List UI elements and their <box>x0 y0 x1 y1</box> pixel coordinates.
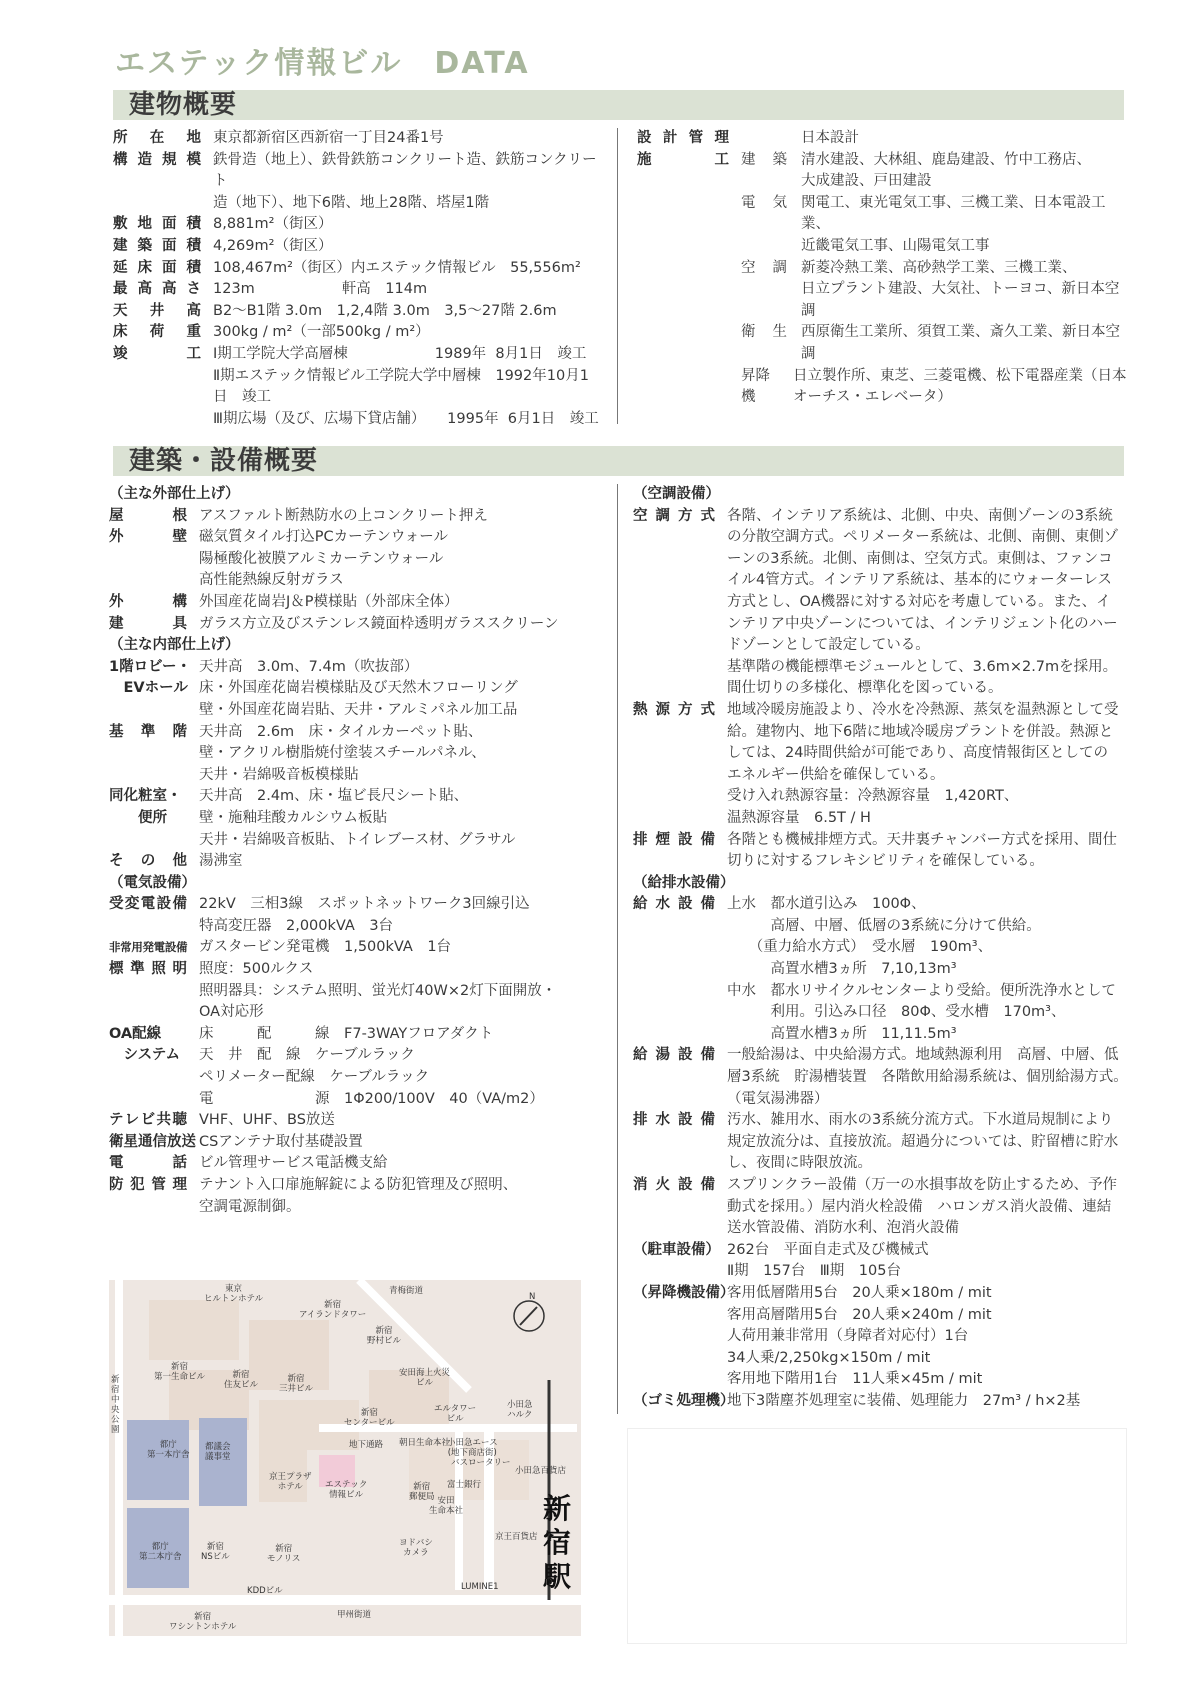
spec-value: 一般給湯は、中央給湯方式。地域熱源利用 高層、中層、低 層3系統 貯湯槽装置 各階飲用給湯系統は、個別給湯方式。 （電気湯沸器） <box>727 1047 1128 1107</box>
spec-label: 熱源方式 <box>633 701 715 718</box>
spec-label: 天井高 <box>113 302 201 319</box>
map-label: バスロータリー <box>451 1458 511 1468</box>
spec-value: 108,467m²（街区）内エステック情報ビル 55,556m² <box>213 259 581 276</box>
spec-value: 4,269m²（街区） <box>213 237 333 254</box>
spec-row <box>633 830 1133 873</box>
spec-value: 上水 都水道引込み 100Φ、 高層、中層、低層の3系統に分けて供給。 （重力給水方式） 受水層 190m³、 高置水槽3ヵ所 7,10,13m³ 中水 都水リサイクルセンターより受給。便所洗浄水として 利用。引込み口径 80Φ、受水槽 170m³、 高置水槽3ヵ所 11,11.5m³ <box>727 896 1116 1042</box>
map-label: 新宿 第一生命ビル <box>154 1362 206 1382</box>
spec-row <box>109 959 609 1024</box>
spec-label: 防犯管理 <box>109 1177 187 1193</box>
facilities-left-list <box>109 484 609 1218</box>
spec-label: 建具 <box>109 615 187 632</box>
map-label: 新宿 住友ビル <box>224 1370 259 1390</box>
subsection-heading <box>633 873 1133 895</box>
spec-label: （駐車設備） <box>633 1241 720 1258</box>
spec-label: 床荷重 <box>113 324 201 341</box>
spec-row <box>633 1283 1133 1391</box>
spec-label: 同化粧室・ 便所 <box>109 788 182 826</box>
spec-label: 1階ロビー・ EVホール <box>109 658 192 697</box>
spec-label: 最高高さ <box>113 281 201 298</box>
map-label: ヨドバシ カメラ <box>399 1538 433 1558</box>
spec-value: 天井高 2.6m 床・タイルカーペット貼、 壁・アクリル樹脂焼付塗装スチールパネル、 天井・岩綿吸音板模様貼 <box>199 723 486 783</box>
spec-label: 外壁 <box>109 529 187 546</box>
area-map <box>109 1280 581 1636</box>
map-label: 新宿 ワシントンホテル <box>169 1612 237 1632</box>
map-label: エルタワー ビル <box>434 1404 477 1424</box>
spec-value: 天井高 3.0m、7.4m（吹抜部） 床・外国産花崗岩模様貼及び天然木フローリング 壁・外国産花崗岩貼、天井・アルミパネル加工品 <box>199 658 518 718</box>
spec-label: 構造規模 <box>113 151 201 168</box>
spec-value: 西原衛生工業所、須賀工業、斎久工業、新日本空調 <box>801 324 1120 362</box>
spec-value: 東京都新宿区西新宿一丁目24番1号 <box>213 130 444 146</box>
spec-value: 鉄骨造（地上）、鉄骨鉄筋コンクリート造、鉄筋コンクリート 造（地下）、地下6階、地上28階、塔屋1階 <box>213 151 597 211</box>
map-label: 新宿 NSビル <box>201 1542 230 1562</box>
subsection-heading <box>633 484 1133 506</box>
spec-label: 敷地面積 <box>113 216 201 233</box>
spec-label: 屋根 <box>109 507 187 524</box>
spec-row <box>113 258 603 280</box>
spec-label: テレビ共聴 <box>109 1112 187 1129</box>
spec-value: 外国産花崗岩J＆P模様貼（外部床全体） <box>199 593 459 610</box>
blank-panel <box>627 1428 1127 1644</box>
map-label: 新宿 センタービル <box>344 1408 395 1428</box>
subsection-heading <box>109 635 609 657</box>
map-label: 都庁 第一本庁舎 <box>147 1440 190 1460</box>
spec-label: 外構 <box>109 593 187 610</box>
spec-row <box>109 894 609 937</box>
spec-label: 空調方式 <box>633 507 715 524</box>
spec-row <box>113 214 603 236</box>
map-label: 都議会 議事堂 <box>205 1442 231 1462</box>
spec-row <box>109 1110 609 1132</box>
column-divider <box>617 128 618 424</box>
spec-value: ガスタービン発電機 1,500kVA 1台 <box>199 939 452 956</box>
spec-row <box>633 894 1133 1045</box>
spec-value: 123m 軒高 114m <box>213 281 428 298</box>
spec-sublabel: 空調 <box>741 259 787 276</box>
spec-value: B2〜B1階 3.0m 1,2,4階 3.0m 3,5〜27階 2.6m <box>213 302 557 319</box>
map-label: N <box>529 1292 536 1302</box>
map-label: 小田急エース (地下商店街) <box>447 1438 498 1458</box>
spec-label: 排煙設備 <box>633 831 715 848</box>
spec-row <box>109 851 609 873</box>
spec-label: 消火設備 <box>633 1177 715 1193</box>
spec-label: 所在地 <box>113 130 201 146</box>
spec-row <box>109 937 609 959</box>
spec-label: 設計管理 <box>637 130 729 146</box>
spec-value: 22kV 三相3線 スポットネットワーク3回線引込 特高変圧器 2,000kVA 3台 <box>199 896 530 934</box>
subsection-heading-text: （給排水設備） <box>633 874 735 891</box>
map-label: 新宿 三井ビル <box>279 1374 314 1394</box>
subsection-heading-text: （電気設備） <box>109 874 196 891</box>
section-band-facilities <box>113 446 1124 476</box>
spec-value: 262台 平面自走式及び機械式 Ⅱ期 157台 Ⅲ期 105台 <box>727 1241 929 1280</box>
spec-row <box>113 236 603 258</box>
spec-value: アスファルト断熱防水の上コンクリート押え <box>199 507 488 524</box>
spec-value: 各階、インテリア系統は、北側、中央、南側ゾーンの3系統 の分散空調方式。ペリメーター系統は、北側、南側、東側ゾ ーンの3系統。北側、南側は、空気方式。東側は、ファンコ イル4管方式。インテリア系統は、基本的にウォーターレス 方式とし、OA機器に対する対応を考慮している。また、イ ンテリア中央ゾーンについては、インテリジェント化のハー ドゾーンとして設定している。 基準階の機能標準モジュールとして、3.6m×2.7mを採用。 間仕切りの多様化、標準化を図っている。 <box>727 507 1119 697</box>
map-label: 京王百貨店 <box>495 1532 538 1542</box>
spec-label: 基準階 <box>109 723 187 740</box>
spec-row <box>109 1175 609 1218</box>
section-band-building <box>113 90 1124 120</box>
spec-label: 建築面積 <box>113 237 201 254</box>
spec-label: その他 <box>109 853 187 870</box>
spec-value: 300kg / m²（一部500kg / m²） <box>213 324 430 341</box>
map-label: LUMINE1 <box>461 1582 499 1592</box>
construction-list <box>637 128 1127 409</box>
spec-row <box>109 1024 609 1110</box>
spec-label: 給水設備 <box>633 896 715 913</box>
spec-row <box>637 258 1127 323</box>
map-label: 安田 生命本社 <box>429 1496 464 1516</box>
spec-sublabel: 建築 <box>741 151 787 168</box>
spec-value: ガラス方立及びステンレス鏡面枠透明ガラススクリーン <box>199 615 559 632</box>
map-label: 朝日生命本社 <box>399 1438 451 1448</box>
map-label: 東京 ヒルトンホテル <box>204 1284 264 1304</box>
map-label: 新 宿 中 央 公 園 <box>111 1375 120 1435</box>
building-overview-list <box>113 128 603 430</box>
spec-row <box>109 786 609 851</box>
spec-label <box>637 366 729 409</box>
spec-value: Ⅰ期工学院大学高層棟 1989年 8月1日 竣工 Ⅱ期エステック情報ビル工学院大学中層棟 1992年10月1日 竣工 Ⅲ期広場（及び、広場下貸店舗） 1995年 6月1日 竣工 <box>213 345 599 427</box>
spec-value: 湯沸室 <box>199 853 243 870</box>
map-label: 新宿 モノリス <box>267 1544 301 1564</box>
spec-value: 8,881m²（街区） <box>213 216 333 233</box>
spec-row <box>633 1240 1133 1283</box>
spec-value: 各階とも機械排煙方式。天井裏チャンバー方式を採用、間仕 切りに対するフレキシビリティを確保している。 <box>727 831 1118 870</box>
subsection-heading-text: （空調設備） <box>633 486 720 502</box>
spec-label: 延床面積 <box>113 259 201 276</box>
spec-value: 磁気質タイル打込PCカーテンウォール 陽極酸化被膜アルミカーテンウォール 高性能熱線反射ガラス <box>199 529 448 589</box>
spec-value: 地下3階塵芥処理室に装備、処理能力 27m³ / h×2基 <box>727 1392 1081 1409</box>
spec-row <box>633 1391 1133 1413</box>
spec-label: 施工 <box>637 151 729 168</box>
spec-value: 関電工、東光電気工事、三機工業、日本電設工業、 近畿電気工事、山陽電気工事 <box>801 194 1106 254</box>
spec-sublabel: 衛生 <box>741 324 787 341</box>
spec-value: 汚水、雑用水、雨水の3系統分流方式。下水道局規制により 規定放流分は、直接放流。超過分については、貯留槽に貯水 し、夜間に時限放流。 <box>727 1112 1119 1172</box>
tocho-1-block <box>127 1420 189 1500</box>
spec-label: 排水設備 <box>633 1112 715 1129</box>
column-divider-2 <box>617 484 618 1414</box>
spec-label: （昇降機設備） <box>633 1284 735 1301</box>
map-label: 新宿 郵便局 <box>409 1482 435 1502</box>
spec-row <box>113 150 603 215</box>
spec-row <box>113 279 603 301</box>
spec-label: 給湯設備 <box>633 1047 715 1064</box>
spec-row <box>109 722 609 787</box>
spec-value: VHF、UHF、BS放送 <box>199 1112 335 1129</box>
map-label: 富士銀行 <box>447 1480 482 1490</box>
map-label: 新宿 アイランドタワー <box>299 1300 367 1320</box>
spec-row <box>109 614 609 636</box>
spec-row <box>113 344 603 430</box>
spec-value: スプリンクラー設備（万一の水損事故を防止するため、予作 動式を採用。）屋内消火栓設備 ハロンガス消火設備、連結 送水管設備、消防水利、泡消火設備 <box>727 1177 1118 1237</box>
spec-row <box>637 366 1127 409</box>
spec-row <box>633 700 1133 830</box>
spec-row <box>637 193 1127 258</box>
spec-row <box>633 506 1133 700</box>
spec-value: 地域冷暖房施設より、冷水を冷熱源、蒸気を温熱源として受 給。建物内、地下6階に地域冷暖房プラントを併設。熱源と しては、24時間供給が可能であり、高度情報街区としての エネルギー供給を確保している。 受け入れ熱源容量：冷熱源容量 1,420RT、 温熱源容量 6.5T / H <box>727 701 1119 826</box>
spec-value: CSアンテナ取付基礎設置 <box>199 1133 363 1150</box>
spec-row <box>109 1153 609 1175</box>
station-label: 新 宿 駅 <box>543 1492 572 1593</box>
spec-row <box>109 592 609 614</box>
spec-value: テナント入口扉施解錠による防犯管理及び照明、 空調電源制御。 <box>199 1177 518 1215</box>
spec-label: 非常用発電設備 <box>109 940 187 955</box>
spec-value: 日本設計 <box>801 130 859 146</box>
spec-row <box>109 1132 609 1154</box>
map-label: 甲州街道 <box>337 1610 372 1620</box>
spec-label: 受変電設備 <box>109 896 187 913</box>
spec-label: OA配線 システム <box>109 1025 181 1064</box>
map-label: 小田急 ハルク <box>507 1400 533 1420</box>
map-label: エステック 情報ビル <box>325 1480 368 1500</box>
subsection-heading <box>109 484 609 506</box>
spec-value: 照度：500ルクス 照明器具：システム照明、蛍光灯40W×2灯下面開放・ OA対応形 <box>199 961 557 1021</box>
spec-sublabel <box>741 128 787 150</box>
spec-row <box>113 128 603 150</box>
map-label: 地下通路 <box>349 1440 384 1450</box>
spec-value: 日立製作所、東芝、三菱電機、松下電器産業（日本 オーチス・エレベータ） <box>793 367 1127 406</box>
spec-row <box>109 506 609 528</box>
spec-value: 客用低層階用5台 20人乗×180m / mit 客用高層階用5台 20人乗×240m / mit 人荷用兼非常用（身障者対応付）1台 34人乗/2,250kg×150m / mit 客用地下階用1台 11人乗×45m / mit <box>727 1284 992 1388</box>
subsection-heading <box>109 873 609 895</box>
spec-value: ビル管理サービス電話機支給 <box>199 1155 388 1172</box>
facilities-right-list <box>633 484 1133 1413</box>
spec-label: 衛星通信放送 <box>109 1133 196 1150</box>
map-label: 都庁 第二本庁舎 <box>139 1542 182 1562</box>
map-label: 新宿 野村ビル <box>367 1326 402 1346</box>
spec-sublabel: 昇降機 <box>741 367 770 406</box>
spec-row <box>109 657 609 722</box>
spec-row <box>637 128 1127 150</box>
spec-value: 清水建設、大林組、鹿島建設、竹中工務店、 大成建設、戸田建設 <box>801 151 1091 190</box>
document-title: エステック情報ビル DATA <box>115 46 530 81</box>
spec-value: 天井高 2.4m、床・塩ビ長尺シート貼、 壁・施釉珪酸カルシウム板貼 天井・岩綿吸音板貼、トイレブース材、グラサル <box>199 788 516 848</box>
map-label: KDDビル <box>247 1586 283 1596</box>
spec-value: 床 配 線 F7-3WAYフロアダクト 天 井 配 線 ケーブルラック ペリメーター配線 ケーブルラック 電 源 1Φ200/100V 40（VA/m2） <box>199 1025 544 1107</box>
spec-label: 竣工 <box>113 345 201 362</box>
map-label: 京王プラザ ホテル <box>269 1472 312 1492</box>
section-heading-facilities: 建築・設備概要 <box>129 446 319 476</box>
spec-label <box>637 258 729 323</box>
spec-row <box>633 1045 1133 1110</box>
spec-label: （ゴミ処理機） <box>633 1392 735 1409</box>
map-label: 小田急百貨店 <box>515 1466 567 1476</box>
map-label: 安田海上火災 ビル <box>399 1368 451 1388</box>
spec-label <box>637 322 729 365</box>
spec-row <box>113 322 603 344</box>
spec-label <box>637 193 729 258</box>
subsection-heading-text: （主な外部仕上げ） <box>109 486 240 502</box>
gikai-block <box>199 1418 247 1506</box>
spec-row <box>637 150 1127 193</box>
spec-row <box>633 1175 1133 1240</box>
spec-label: 標準照明 <box>109 961 187 978</box>
spec-value: 新菱冷熱工業、高砂熱学工業、三機工業、 日立プラント建設、大気社、トーヨコ、新日本空調 <box>801 259 1120 319</box>
spec-row <box>633 1110 1133 1175</box>
spec-row <box>637 322 1127 365</box>
spec-row <box>113 301 603 323</box>
spec-row <box>109 527 609 592</box>
section-heading-building: 建物概要 <box>129 90 238 120</box>
spec-label: 電話 <box>109 1155 187 1172</box>
map-label: 青梅街道 <box>389 1286 424 1296</box>
spec-sublabel: 電気 <box>741 194 787 211</box>
subsection-heading-text: （主な内部仕上げ） <box>109 637 240 654</box>
